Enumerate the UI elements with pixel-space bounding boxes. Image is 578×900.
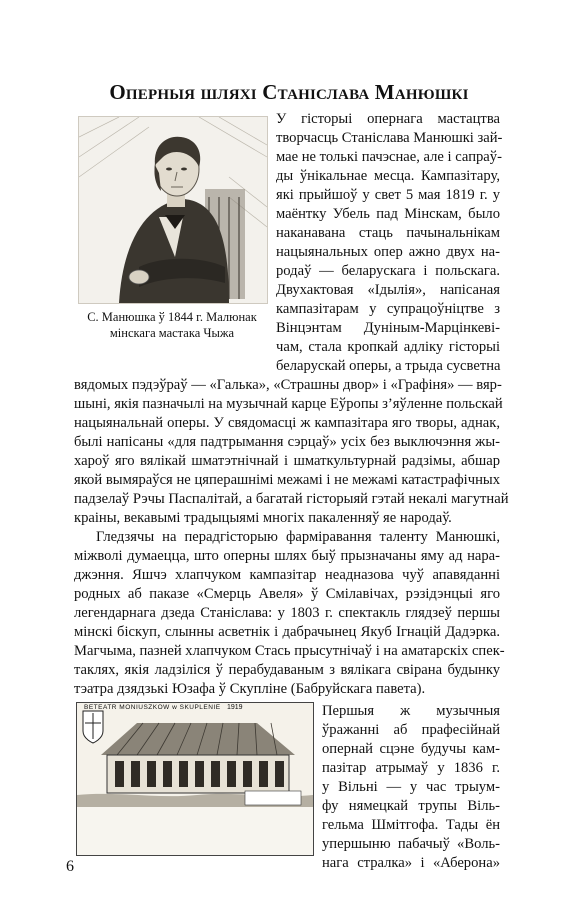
text-line: якой вымяраўся не цяперашнімі межамі і не межамі катастрафічных xyxy=(74,472,500,488)
text-line: наканавана стаць пачынальнікам xyxy=(276,225,500,241)
text-line: ўражанні аб прафесійнай xyxy=(322,722,500,738)
text-line: краіны, векавымі традыцыямі многіх пакаленняў яе народаў. xyxy=(74,510,452,526)
text-line: хароў яго вялікай шматэтнічнай і шматкультурнай радзімы, абшар xyxy=(74,453,500,469)
text-line: родаў — беларускага і польскага. xyxy=(276,263,500,279)
text-line: шыні, якія пазначылі на музычнай карце Еўропы з’яўленне польскай xyxy=(74,396,503,412)
text-line: кампазітарам у супрацоўніцтве з xyxy=(276,301,500,317)
theatre-drawing xyxy=(77,703,313,807)
text-line: нага стралка» і «Аберона» xyxy=(322,855,500,871)
text-line: беларускай оперы, а трыда сусветна xyxy=(276,358,501,374)
text-line: падзелаў Рэчы Паспалітай, а багатай гісторыяй гэтай некалі магутнай xyxy=(74,491,509,507)
page-title: Оперныя шляхі Станіслава Манюшкі xyxy=(109,80,469,104)
text-line: гельма Шмітгофа. Тады ён xyxy=(322,817,500,833)
text-line: творчасць Станіслава Манюшкі зай- xyxy=(276,130,503,146)
text-line: вядомых пэдэўраў — «Галька», «Страшны двор» і «Графіня» — вяр- xyxy=(74,377,502,393)
engraving-caption: BETEATR MONIUSZKÓW w SKUPLENIE xyxy=(84,704,221,711)
text-line: Першыя ж музычныя xyxy=(322,703,500,719)
portrait-caption xyxy=(70,309,274,341)
text-line: нацыянальных опер ажно двух на- xyxy=(276,244,500,260)
text-line: чам, стала кропкай адліку гісторыі xyxy=(276,339,500,355)
text-line: у Вільні — у час трыум- xyxy=(322,779,500,795)
page-number: 6 xyxy=(66,858,74,875)
text-line: пазітар атрымаў у 1836 г. xyxy=(322,760,500,776)
text-line: маёнтку Убель пад Мінскам, было xyxy=(276,206,500,222)
text-line: Вінцэнтам Дуніным-Марцінкеві- xyxy=(276,320,500,336)
text-line: легендарнага дзеда Станіслава: у 1803 г. спектакль глядзеў першы xyxy=(74,605,500,621)
text-line: мінскі біскуп, слынны асветнік і дабрачынец Якуб Ігнацій Дадэрка. xyxy=(74,624,500,640)
text-line: родных аб паказе «Смерць Авеля» ў Смілавічах, рэзідэнцыі яго xyxy=(74,586,500,602)
text-line: тэатра дзядзькі Юзафа ў Скупліне (Бабруйскага павета). xyxy=(74,681,426,697)
text-line: Двухактовая «Ідылія», напісаная xyxy=(276,282,500,298)
text-line: Магчыма, пазней хлапчуком Стась прысутнічаў і на аматарскіх спек- xyxy=(74,643,505,659)
text-line: які прыйшоў у свет 5 мая 1819 г. у xyxy=(276,187,500,203)
portrait-drawing xyxy=(79,117,267,303)
theatre-engraving xyxy=(76,702,314,856)
text-line: джэння. Яшчэ хлапчуком кампазітар неадназова чуў апавяданні xyxy=(74,567,500,583)
text-line: таклях, якія ладзіліся ў перабудаваным з вялікага свірана будынку xyxy=(74,662,500,678)
text-line: былі напісаны «для падтрымання сэрцаў» усіх без выключэння жы- xyxy=(74,434,500,450)
caption-line: мінскага мастака Чыжа xyxy=(109,326,235,340)
text-line: упершыню пабачыў «Воль- xyxy=(322,836,500,852)
text-line: опернай сцэне будучы кам- xyxy=(322,741,500,757)
text-line: У гісторыі опернага мастацтва xyxy=(276,111,500,127)
portrait-image xyxy=(78,116,268,304)
text-line: нацыянальнай оперы. У свядомасці ж кампазітара яго творы, аднак, xyxy=(74,415,500,431)
engraving-year: 1919 xyxy=(227,704,243,711)
caption-line: С. Манюшка ў 1844 г. Малюнак xyxy=(87,310,257,324)
text-line: фу нямецкай трупы Віль- xyxy=(322,798,500,814)
text-line: ды ўнікальнае месца. Кампазітару, xyxy=(276,168,500,184)
text-line: міжволі думаецца, што оперны шлях быў прызначаны яму ад нара- xyxy=(74,548,500,564)
text-line: мае не толькі пачэснае, але і сапраў- xyxy=(276,149,502,165)
text-line: Гледзячы на перадгісторыю фарміравання таленту Манюшкі, xyxy=(96,529,500,545)
